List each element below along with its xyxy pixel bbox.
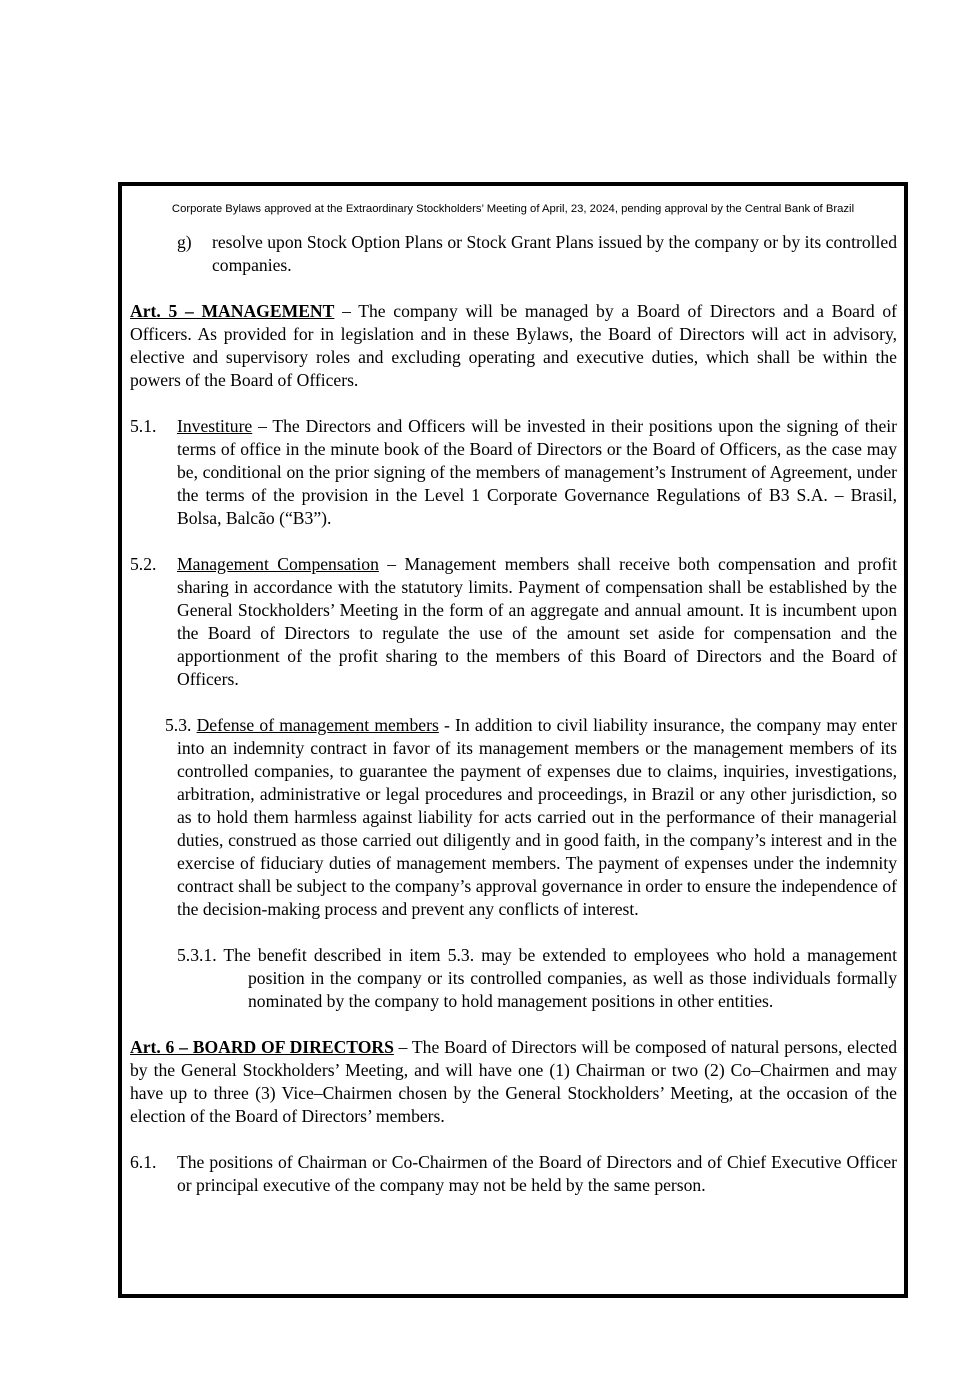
section-title: Defense of management members: [196, 715, 439, 735]
article-6: [130, 1036, 897, 1128]
article-5-text: – The company will be managed by a Board of Directors and a Board of Officers. As provided for in legislation and in these Bylaws, the Board of Directors will act in advisory, elective and supervisory roles and excluding operating and executive duties, which shall be within the powers of the Board of Officers.: [130, 301, 897, 390]
section-number: 6.1.: [130, 1152, 157, 1172]
section-number: 5.3.: [165, 715, 192, 735]
section-text: The positions of Chairman or Co-Chairmen of the Board of Directors and of Chief Executive Officer or principal executive of the company may not be held by the same person.: [177, 1152, 897, 1195]
section-number: 5.1.: [130, 416, 157, 436]
section-5-1: [130, 415, 897, 530]
section-number: 5.3.1.: [177, 945, 217, 965]
article-6-text: – The Board of Directors will be composed of natural persons, elected by the General Stockholders’ Meeting, and will have one (1) Chairman or two (2) Co–Chairmen and may have up to three (3) Vice–Chairmen chosen by the General Stockholders’ Meeting, at the occasion of the election of the Board of Directors’ members.: [130, 1037, 897, 1126]
section-number: 5.2.: [130, 554, 157, 574]
section-title: Management Compensation: [177, 554, 379, 574]
list-marker: g): [177, 232, 192, 252]
section-5-2: [130, 553, 897, 691]
section-5-3-1: [130, 944, 897, 1013]
list-item-text: resolve upon Stock Option Plans or Stock Grant Plans issued by the company or by its controlled companies.: [212, 232, 897, 275]
page-frame: [118, 182, 908, 1298]
section-text: - In addition to civil liability insurance, the company may enter into an indemnity contract in favor of its management members or the management members of its controlled companies, to guarantee the payment of expenses due to claims, inquiries, investigations, arbitration, administrative or legal procedures and proceedings, in Brazil or any other jurisdiction, so as to hold them harmless against liability for acts carried out in the performance of their managerial duties, construed as those carried out diligently and in good faith, in the company’s interest and in the exercise of fiduciary duties of management members. The payment of expenses under the indemnity contract shall be subject to the company’s approval governance in order to ensure the independence of the decision-making process and prevent any conflicts of interest.: [177, 715, 897, 919]
section-text: – Management members shall receive both compensation and profit sharing in accordance with the statutory limits. Payment of compensation shall be established by the General Stockholders’ Meeting in the form of an aggregate and annual amount. It is incumbent upon the Board of Directors to regulate the use of the amount set aside for compensation and the apportionment of the profit sharing to the members of this Board of Directors and the Board of Officers.: [177, 554, 898, 689]
section-text: The benefit described in item 5.3. may be extended to employees who hold a management position in the company or its controlled companies, as well as those individuals formally nominated by the company to hold management positions in other entities.: [223, 945, 897, 1011]
section-6-1: [130, 1151, 897, 1197]
section-5-3: [130, 714, 897, 921]
article-5: [130, 300, 897, 392]
section-text: – The Directors and Officers will be invested in their positions upon the signing of their terms of office in the minute book of the Board of Directors or the Board of Officers, as the case may be, conditional on the prior signing of the members of management’s Instrument of Agreement, under the terms of the provision in the Level 1 Corporate Governance Regulations of B3 S.A. – Brasil, Bolsa, Balcão (“B3”).: [177, 416, 897, 528]
section-title: Investiture: [177, 416, 253, 436]
list-item-g: [130, 231, 897, 277]
article-6-heading: Art. 6 – BOARD OF DIRECTORS: [130, 1037, 394, 1057]
article-5-heading: Art. 5 – MANAGEMENT: [130, 301, 335, 321]
document-header: Corporate Bylaws approved at the Extraordinary Stockholders’ Meeting of April, 23, 2024, pending approval by the Central Bank of Brazil: [171, 203, 855, 215]
document-body: [130, 231, 897, 1197]
